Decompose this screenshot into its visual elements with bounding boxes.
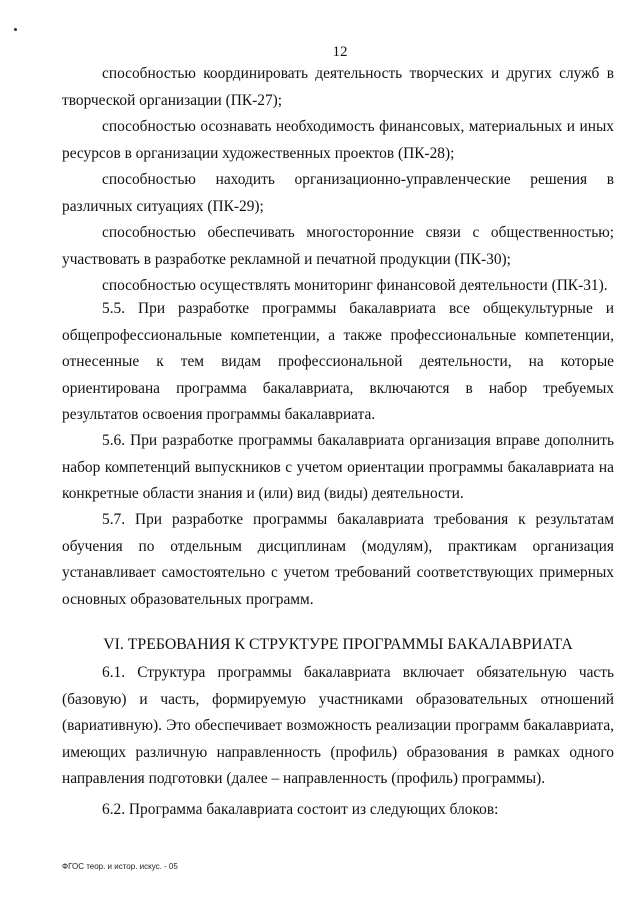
competence-pk29: способностью находить организационно-управленческие решения в различных ситуациях (ПК-29);: [62, 171, 614, 215]
scan-speck: [14, 28, 17, 31]
page-number: 12: [332, 44, 348, 60]
document-footer: ФГОС теор. и истор. искус. - 05: [62, 862, 178, 871]
section-6-body: [62, 660, 614, 793]
competence-pk30: способностью обеспечивать многосторонние связи с общественностью; участвовать в разработке рекламной и печатной продукции (ПК-30);: [62, 224, 614, 268]
competence-pk27: способностью координировать деятельность творческих и других служб в творческой организации (ПК-27);: [62, 65, 614, 109]
clause-5-5: 5.5. При разработке программы бакалавриата все общекультурные и общепрофессиональные компетенции, а также профессиональные компетенции, отнесенные к тем видам профессиональной деятельности, на которые ориентирована программа бакалавриата, включаются в набор требуемых результатов освоения программы бакалавриата.: [62, 300, 614, 423]
clause-5-6-block: [62, 428, 614, 508]
competence-pk28: способностью осознавать необходимость финансовых, материальных и иных ресурсов в организации художественных проектов (ПК-28);: [62, 118, 614, 162]
clause-6-1: 6.1. Структура программы бакалавриата включает обязательную часть (базовую) и часть, формируемую участниками образовательных отношений (вариативную). Это обеспечивает возможность реализации программ бакалавриата, имеющих различную направленность (профиль) образования в рамках одного направления подготовки (далее – направленность (профиль) программы).: [62, 664, 614, 787]
clause-5-5-block: [62, 296, 614, 429]
competence-list: [62, 61, 614, 300]
clause-5-7: 5.7. При разработке программы бакалавриата требования к результатам обучения по отдельным дисциплинам (модулям), практикам организация устанавливает самостоятельно с учетом требований соответствующих примерных основных образовательных программ.: [62, 511, 614, 608]
clause-6-2: 6.2. Программа бакалавриата состоит из следующих блоков:: [102, 801, 499, 818]
clause-5-7-block: [62, 507, 614, 613]
clause-5-6: 5.6. При разработке программы бакалавриата организация вправе дополнить набор компетенций выпускников с учетом ориентации программы бакалавриата на конкретные области знания и (или) вид (виды) деятельности.: [62, 432, 614, 502]
competence-pk31: способностью осуществлять мониторинг финансовой деятельности (ПК-31).: [102, 277, 608, 294]
clause-6-2-block: [62, 797, 614, 824]
section-heading: VI. ТРЕБОВАНИЯ К СТРУКТУРЕ ПРОГРАММЫ БАКАЛАВРИАТА: [103, 636, 573, 653]
